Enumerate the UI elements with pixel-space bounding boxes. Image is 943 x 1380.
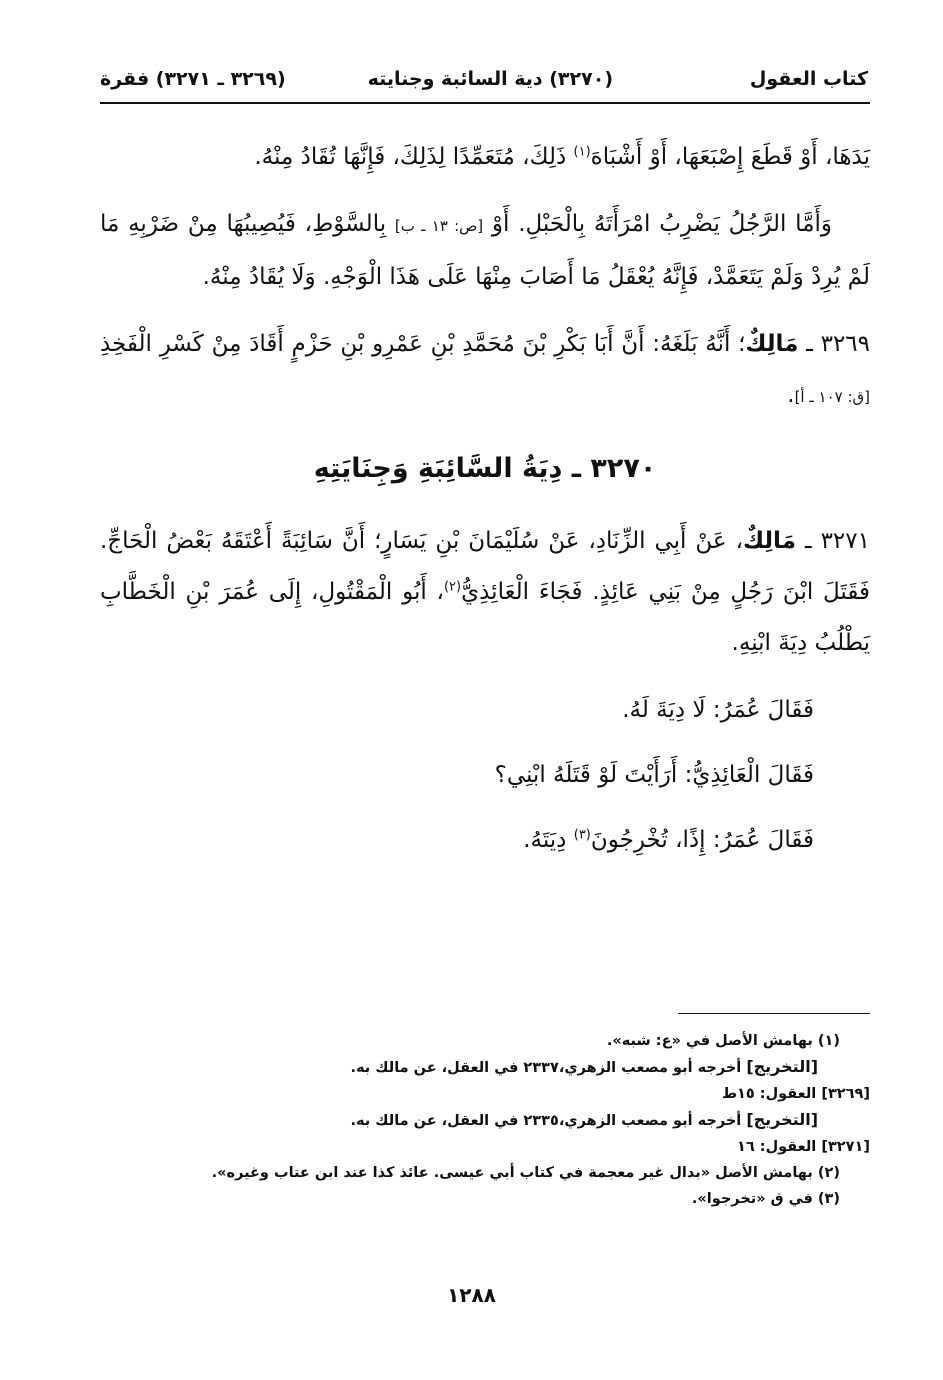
header-divider (100, 102, 870, 104)
text: يَدَهَا، أَوْ قَطَعَ إِصْبَعَهَا، أَوْ أَشْبَاهَ (590, 144, 870, 170)
hadith-number: ٣٢٦٩ ـ (798, 331, 871, 357)
footnotes (100, 1028, 870, 1212)
takhrij-2 (100, 1107, 840, 1134)
hadith-3269 (100, 319, 870, 423)
chapter-title: ٣٢٧٠ ـ دِيَةُ السَّائِبَةِ وَجِنَايَتِهِ (313, 453, 657, 484)
header-book-title: كتاب العقول (749, 68, 868, 90)
text: دِيَتَهُ. (523, 827, 574, 853)
page-number: ١٢٨٨ (447, 1283, 496, 1307)
footnote-1: (١) بهامش الأصل في «ع: شبه». (606, 1033, 840, 1049)
text: فَقَالَ عُمَرُ: إِذًا، تُخْرِجُونَ (590, 827, 814, 853)
header-chapter-title: (٣٢٧٠) دية السائبة وجنايته (367, 68, 613, 90)
text: ذَلِكَ، مُتَعَمِّدًا لِذَلِكَ، فَإِنَّهَا تُقَادُ مِنْهُ. (254, 144, 574, 170)
footnote-marker-3[interactable]: (٣) (573, 827, 591, 843)
takhrij-label: [التخريج] (746, 1057, 818, 1076)
hadith-3271 (100, 516, 870, 669)
footnote-marker-2[interactable]: (٢) (443, 579, 462, 595)
running-header (100, 64, 868, 98)
cross-ref-3269: [٣٢٦٩] العقول: ١٥ط (721, 1086, 870, 1102)
text: . (787, 382, 795, 408)
cross-ref-3271: [٣٢٧١] العقول: ١٦ (737, 1139, 870, 1155)
takhrij-text: أخرجه أبو مصعب الزهري،٢٣٣٧ في العقل، عن مالك به. (350, 1060, 747, 1076)
text: ، عَنْ أَبِي الزِّنَادِ، عَنْ سُلَيْمَانَ بْنِ يَسَارٍ؛ أَنَّ سَائِبَةً أَعْتَقَهُ بَعْضُ الْحَاجِّ. فَقَتَلَ ابْنَ رَجُلٍ مِنْ بَنِي عَائِذٍ. فَجَاءَ الْعَائِذِيُّ (100, 528, 870, 605)
text: وَأَمَّا الرَّجُلُ يَضْرِبُ امْرَأَتَهُ بِالْحَبْلِ. أَوْ (483, 211, 833, 237)
manuscript-ref: [ق: ١٠٧ ـ أ] (794, 388, 870, 406)
dialogue-line-3 (100, 815, 870, 866)
footnote-marker-1[interactable]: (١) (573, 144, 591, 160)
takhrij-1 (100, 1054, 840, 1081)
hadith-number: ٣٢٧١ ـ (795, 528, 870, 554)
footnote-2: (٢) بهامش الأصل «بدال غير معجمة في كتاب أبي عيسى. عائذ كذا عند ابن عتاب وغيره». (211, 1165, 840, 1181)
dialogue-line-2: فَقَالَ الْعَائِذِيُّ: أَرَأَيْتَ لَوْ قَتَلَهُ ابْنِي؟ (494, 762, 814, 788)
text: ، أَبُو الْمَقْتُولِ، إِلَى عُمَرَ بْنِ الْخَطَّابِ يَطْلُبُ دِيَةَ ابْنِهِ. (100, 579, 870, 656)
paragraph-2 (100, 199, 870, 303)
main-text (100, 132, 870, 880)
narrator-name: مَالِكٌ (745, 331, 799, 357)
paragraph-1 (100, 132, 870, 183)
manuscript-ref: [ص: ١٣ ـ ب] (394, 217, 484, 235)
dialogue-line-1: فَقَالَ عُمَرُ: لَا دِيَةَ لَهُ. (622, 697, 814, 723)
footnote-3: (٣) في ق «تخرجوا». (691, 1191, 840, 1207)
narrator-name: مَالِكٌ (743, 528, 796, 554)
text: بِالسَّوْطِ، فَيُصِيبُهَا مِنْ ضَرْبِهِ مَا لَمْ يُرِدْ وَلَمْ يَتَعَمَّدْ، فَإِنَّهُ يُعْقَلُ مَا أَصَابَ مِنْهَا عَلَى هَذَا الْوَجْهِ. وَلَا يُقَادُ مِنْهُ. (100, 211, 870, 290)
takhrij-label: [التخريج] (746, 1110, 818, 1129)
takhrij-text: أخرجه أبو مصعب الزهري،٢٣٣٥ في العقل، عن مالك به. (350, 1113, 747, 1129)
text: ؛ أَنَّهُ بَلَغَهُ: أَنَّ أَبَا بَكْرِ بْنَ مُحَمَّدِ بْنِ عَمْرِو بْنِ حَزْمٍ أَقَادَ مِنْ كَسْرِ الْفَخِذِ (100, 331, 746, 357)
footnote-divider (678, 1013, 870, 1014)
header-paragraph-range: (٣٢٦٩ ـ ٣٢٧١) فقرة (100, 68, 286, 90)
